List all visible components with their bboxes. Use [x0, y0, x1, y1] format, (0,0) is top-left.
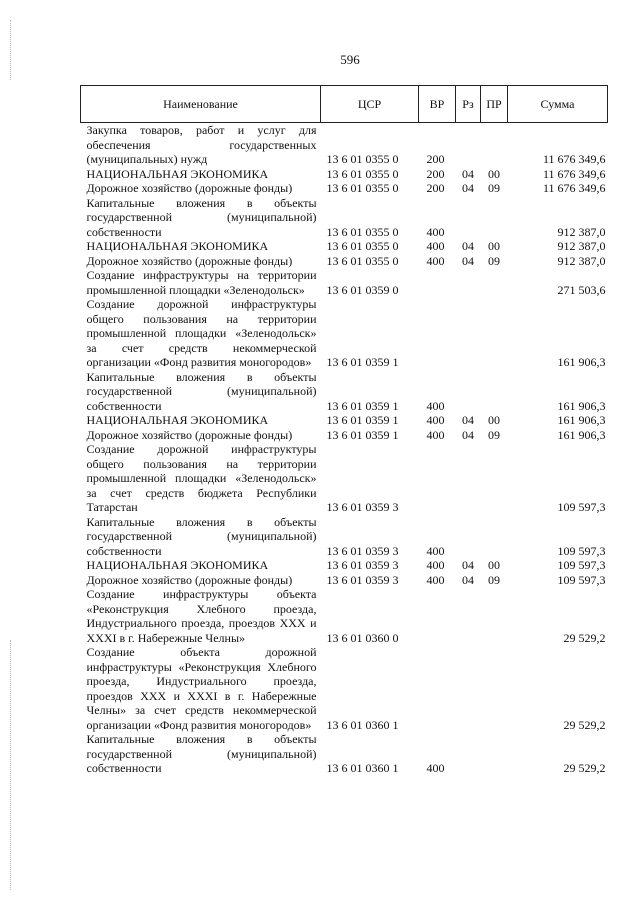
row-csr: 13 6 01 0360 0: [326, 630, 399, 645]
row-rz: 04: [462, 239, 474, 253]
row-sum: 109 597,3: [557, 558, 606, 572]
row-rz: 04: [462, 166, 474, 181]
row-rz: [456, 196, 481, 240]
row-vr: [419, 645, 456, 732]
column-header-pr: ПР: [481, 86, 508, 123]
row-sum: 109 597,3: [557, 543, 606, 558]
row-sum: 161 906,3: [557, 427, 606, 442]
row-rz: [456, 515, 481, 559]
row-vr: [419, 587, 456, 645]
row-csr: 13 6 01 0359 1: [326, 398, 399, 413]
row-name: НАЦИОНАЛЬНАЯ ЭКОНОМИКА: [86, 558, 269, 572]
row-csr: 13 6 01 0359 3: [326, 558, 399, 572]
row-vr: 400: [426, 543, 445, 558]
row-rz: 04: [462, 253, 474, 268]
row-vr: 200: [426, 166, 445, 181]
row-rz: 04: [462, 427, 474, 442]
row-vr: 200: [426, 181, 445, 195]
row-name: НАЦИОНАЛЬНАЯ ЭКОНОМИКА: [86, 166, 269, 181]
row-sum: 109 597,3: [557, 500, 606, 514]
table-row: [81, 123, 608, 167]
table-row: [81, 428, 608, 443]
row-name: Создание дорожной инфраструктуры общего пользования на территории промышленной площадки «Зеленодольск» за счет средств бюджета Республики Татарстан: [86, 442, 317, 514]
row-name: Создание инфраструктуры на территории промышленной площадки «Зеленодольск»: [86, 268, 317, 297]
row-pr: [481, 268, 508, 297]
row-name: Дорожное хозяйство (дорожные фонды): [86, 253, 293, 268]
row-name: Закупка товаров, работ и услуг для обеспечения государственных (муниципальных) нужд: [86, 123, 317, 166]
row-csr: 13 6 01 0359 3: [326, 543, 399, 558]
row-rz: 04: [462, 181, 474, 195]
budget-table: [80, 85, 608, 776]
row-name: Капитальные вложения в объекты государственной (муниципальной) собственности: [86, 195, 317, 239]
row-pr: 00: [488, 239, 500, 253]
column-header-csr: ЦСР: [321, 86, 419, 123]
row-name: НАЦИОНАЛЬНАЯ ЭКОНОМИКА: [86, 239, 269, 253]
scan-edge-marks-bottom: [10, 640, 12, 890]
table-row: [81, 196, 608, 240]
row-rz: [456, 123, 481, 167]
row-csr: 13 6 01 0355 0: [326, 239, 399, 253]
row-name: НАЦИОНАЛЬНАЯ ЭКОНОМИКА: [86, 413, 269, 427]
row-pr: [481, 732, 508, 776]
column-header-vr: ВР: [419, 86, 456, 123]
row-sum: 271 503,6: [557, 282, 606, 297]
column-header-sum: Сумма: [508, 86, 608, 123]
row-vr: 400: [426, 413, 445, 427]
row-csr: 13 6 01 0355 0: [326, 224, 399, 239]
table-row: [81, 370, 608, 414]
row-csr: 13 6 01 0355 0: [326, 152, 399, 166]
row-pr: 00: [488, 413, 500, 427]
row-sum: 161 906,3: [557, 413, 606, 427]
row-csr: 13 6 01 0359 1: [326, 355, 399, 369]
row-csr: 13 6 01 0360 1: [326, 761, 399, 775]
scan-edge-marks-top: [10, 20, 12, 80]
row-vr: 400: [426, 239, 445, 253]
row-sum: 161 906,3: [557, 398, 606, 413]
row-vr: 400: [426, 224, 445, 239]
table-row: [81, 732, 608, 776]
row-pr: [481, 587, 508, 645]
table-row: [81, 515, 608, 559]
row-name: Создание объекта дорожной инфраструктуры «Реконструкция Хлебного проезда, Индустриального проезда, проездов XXX и XXXI в г. Набережные Челны» за счет средств некоммерческой организации «Фонд развития моногородов»: [86, 645, 317, 732]
row-csr: 13 6 01 0359 3: [326, 500, 399, 514]
row-name: Дорожное хозяйство (дорожные фонды): [86, 572, 293, 587]
row-name: Капитальные вложения в объекты государственной (муниципальной) собственности: [86, 514, 317, 558]
row-vr: 400: [426, 572, 445, 587]
row-pr: 09: [488, 253, 500, 268]
row-csr: 13 6 01 0360 1: [326, 717, 399, 732]
row-sum: 29 529,2: [563, 761, 606, 775]
row-vr: 400: [426, 398, 445, 413]
row-sum: 11 676 349,6: [542, 166, 606, 181]
row-name: Создание инфраструктуры объекта «Реконструкция Хлебного проезда, Индустриального проезда, проездов XXX и XXXI в г. Набережные Челны»: [86, 587, 317, 645]
row-csr: 13 6 01 0355 0: [326, 166, 399, 181]
row-pr: [481, 645, 508, 732]
row-name: Капитальные вложения в объекты государственной (муниципальной) собственности: [86, 732, 317, 775]
row-csr: 13 6 01 0359 0: [326, 282, 399, 297]
row-csr: 13 6 01 0359 3: [326, 572, 399, 587]
row-csr: 13 6 01 0359 1: [326, 427, 399, 442]
row-pr: 09: [488, 427, 500, 442]
row-pr: [481, 370, 508, 414]
row-vr: 400: [426, 761, 445, 775]
row-csr: 13 6 01 0355 0: [326, 181, 399, 195]
table-row: [81, 181, 608, 196]
row-sum: 912 387,0: [557, 253, 606, 268]
row-pr: 09: [488, 572, 500, 587]
row-pr: 00: [488, 166, 500, 181]
table-row: [81, 239, 608, 254]
row-rz: 04: [462, 558, 474, 572]
column-header-rz: Рз: [456, 86, 481, 123]
row-sum: 109 597,3: [557, 572, 606, 587]
row-rz: [456, 297, 481, 370]
row-rz: [456, 370, 481, 414]
column-header-name: Наименование: [81, 86, 321, 123]
row-vr: [419, 297, 456, 370]
row-pr: [481, 515, 508, 559]
page-number: 596: [340, 52, 360, 67]
table-row: [81, 297, 608, 370]
table-body: [81, 123, 608, 776]
row-name: Капитальные вложения в объекты государственной (муниципальной) собственности: [86, 369, 317, 413]
row-pr: 00: [488, 558, 500, 572]
row-name: Дорожное хозяйство (дорожные фонды): [86, 427, 293, 442]
row-rz: 04: [462, 572, 474, 587]
row-vr: [419, 442, 456, 515]
row-rz: [456, 442, 481, 515]
table-header-row: [81, 86, 608, 123]
table-row: [81, 442, 608, 515]
row-rz: [456, 645, 481, 732]
row-vr: 400: [426, 558, 445, 572]
table-row: [81, 254, 608, 269]
row-name: Создание дорожной инфраструктуры общего пользования на территории промышленной площадки «Зеленодольск» за счет средств некоммерческой организации «Фонд развития моногородов»: [86, 297, 317, 369]
table-row: [81, 558, 608, 573]
table-row: [81, 268, 608, 297]
row-pr: [481, 297, 508, 370]
table-row: [81, 573, 608, 588]
row-rz: [456, 268, 481, 297]
row-name: Дорожное хозяйство (дорожные фонды): [86, 181, 293, 195]
table-row: [81, 645, 608, 732]
row-rz: [456, 732, 481, 776]
table-row: [81, 587, 608, 645]
row-sum: 29 529,2: [563, 717, 606, 732]
row-pr: [481, 442, 508, 515]
row-pr: 09: [488, 181, 500, 195]
row-rz: [456, 587, 481, 645]
row-vr: [419, 268, 456, 297]
row-rz: 04: [462, 413, 474, 427]
row-vr: 400: [426, 253, 445, 268]
table-row: [81, 413, 608, 428]
row-csr: 13 6 01 0359 1: [326, 413, 399, 427]
row-pr: [481, 196, 508, 240]
row-sum: 912 387,0: [557, 239, 606, 253]
row-vr: 200: [426, 152, 445, 166]
row-sum: 29 529,2: [563, 630, 606, 645]
row-vr: 400: [426, 427, 445, 442]
row-csr: 13 6 01 0355 0: [326, 253, 399, 268]
row-pr: [481, 123, 508, 167]
row-sum: 11 676 349,6: [542, 181, 606, 195]
row-sum: 11 676 349,6: [542, 152, 606, 166]
row-sum: 912 387,0: [557, 224, 606, 239]
row-sum: 161 906,3: [557, 355, 606, 369]
table-row: [81, 167, 608, 182]
